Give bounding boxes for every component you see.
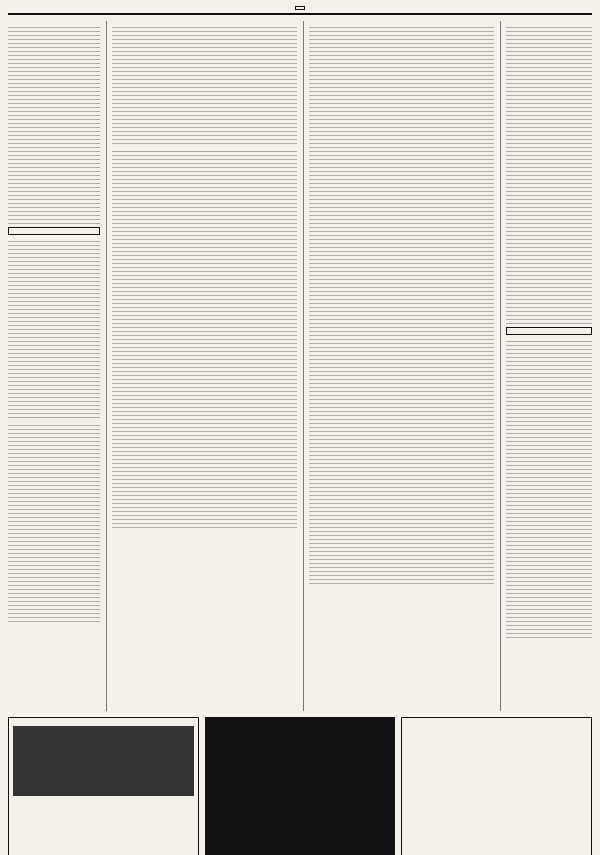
masthead (8, 6, 592, 15)
right-text-block-2 (506, 339, 592, 639)
ad-center (205, 717, 396, 855)
right-text-block-1 (506, 25, 592, 325)
paper-name (295, 6, 305, 10)
ad-right (401, 717, 592, 855)
left-column (8, 21, 100, 711)
article-grid (8, 21, 592, 711)
ad-left-photo (13, 726, 194, 796)
lead-story (106, 21, 297, 711)
right-column (500, 21, 592, 711)
left-text-block-1 (8, 25, 100, 225)
ad-left (8, 717, 199, 855)
left-text-block-2 (8, 239, 100, 419)
left-headline-2 (8, 227, 100, 235)
advertisement-row (8, 717, 592, 855)
right-top-text (309, 25, 494, 585)
right-top-story (303, 21, 494, 711)
right-headline-2 (506, 327, 592, 335)
second-text (112, 149, 297, 529)
left-text-block-3 (8, 423, 100, 623)
lead-text (112, 25, 297, 145)
